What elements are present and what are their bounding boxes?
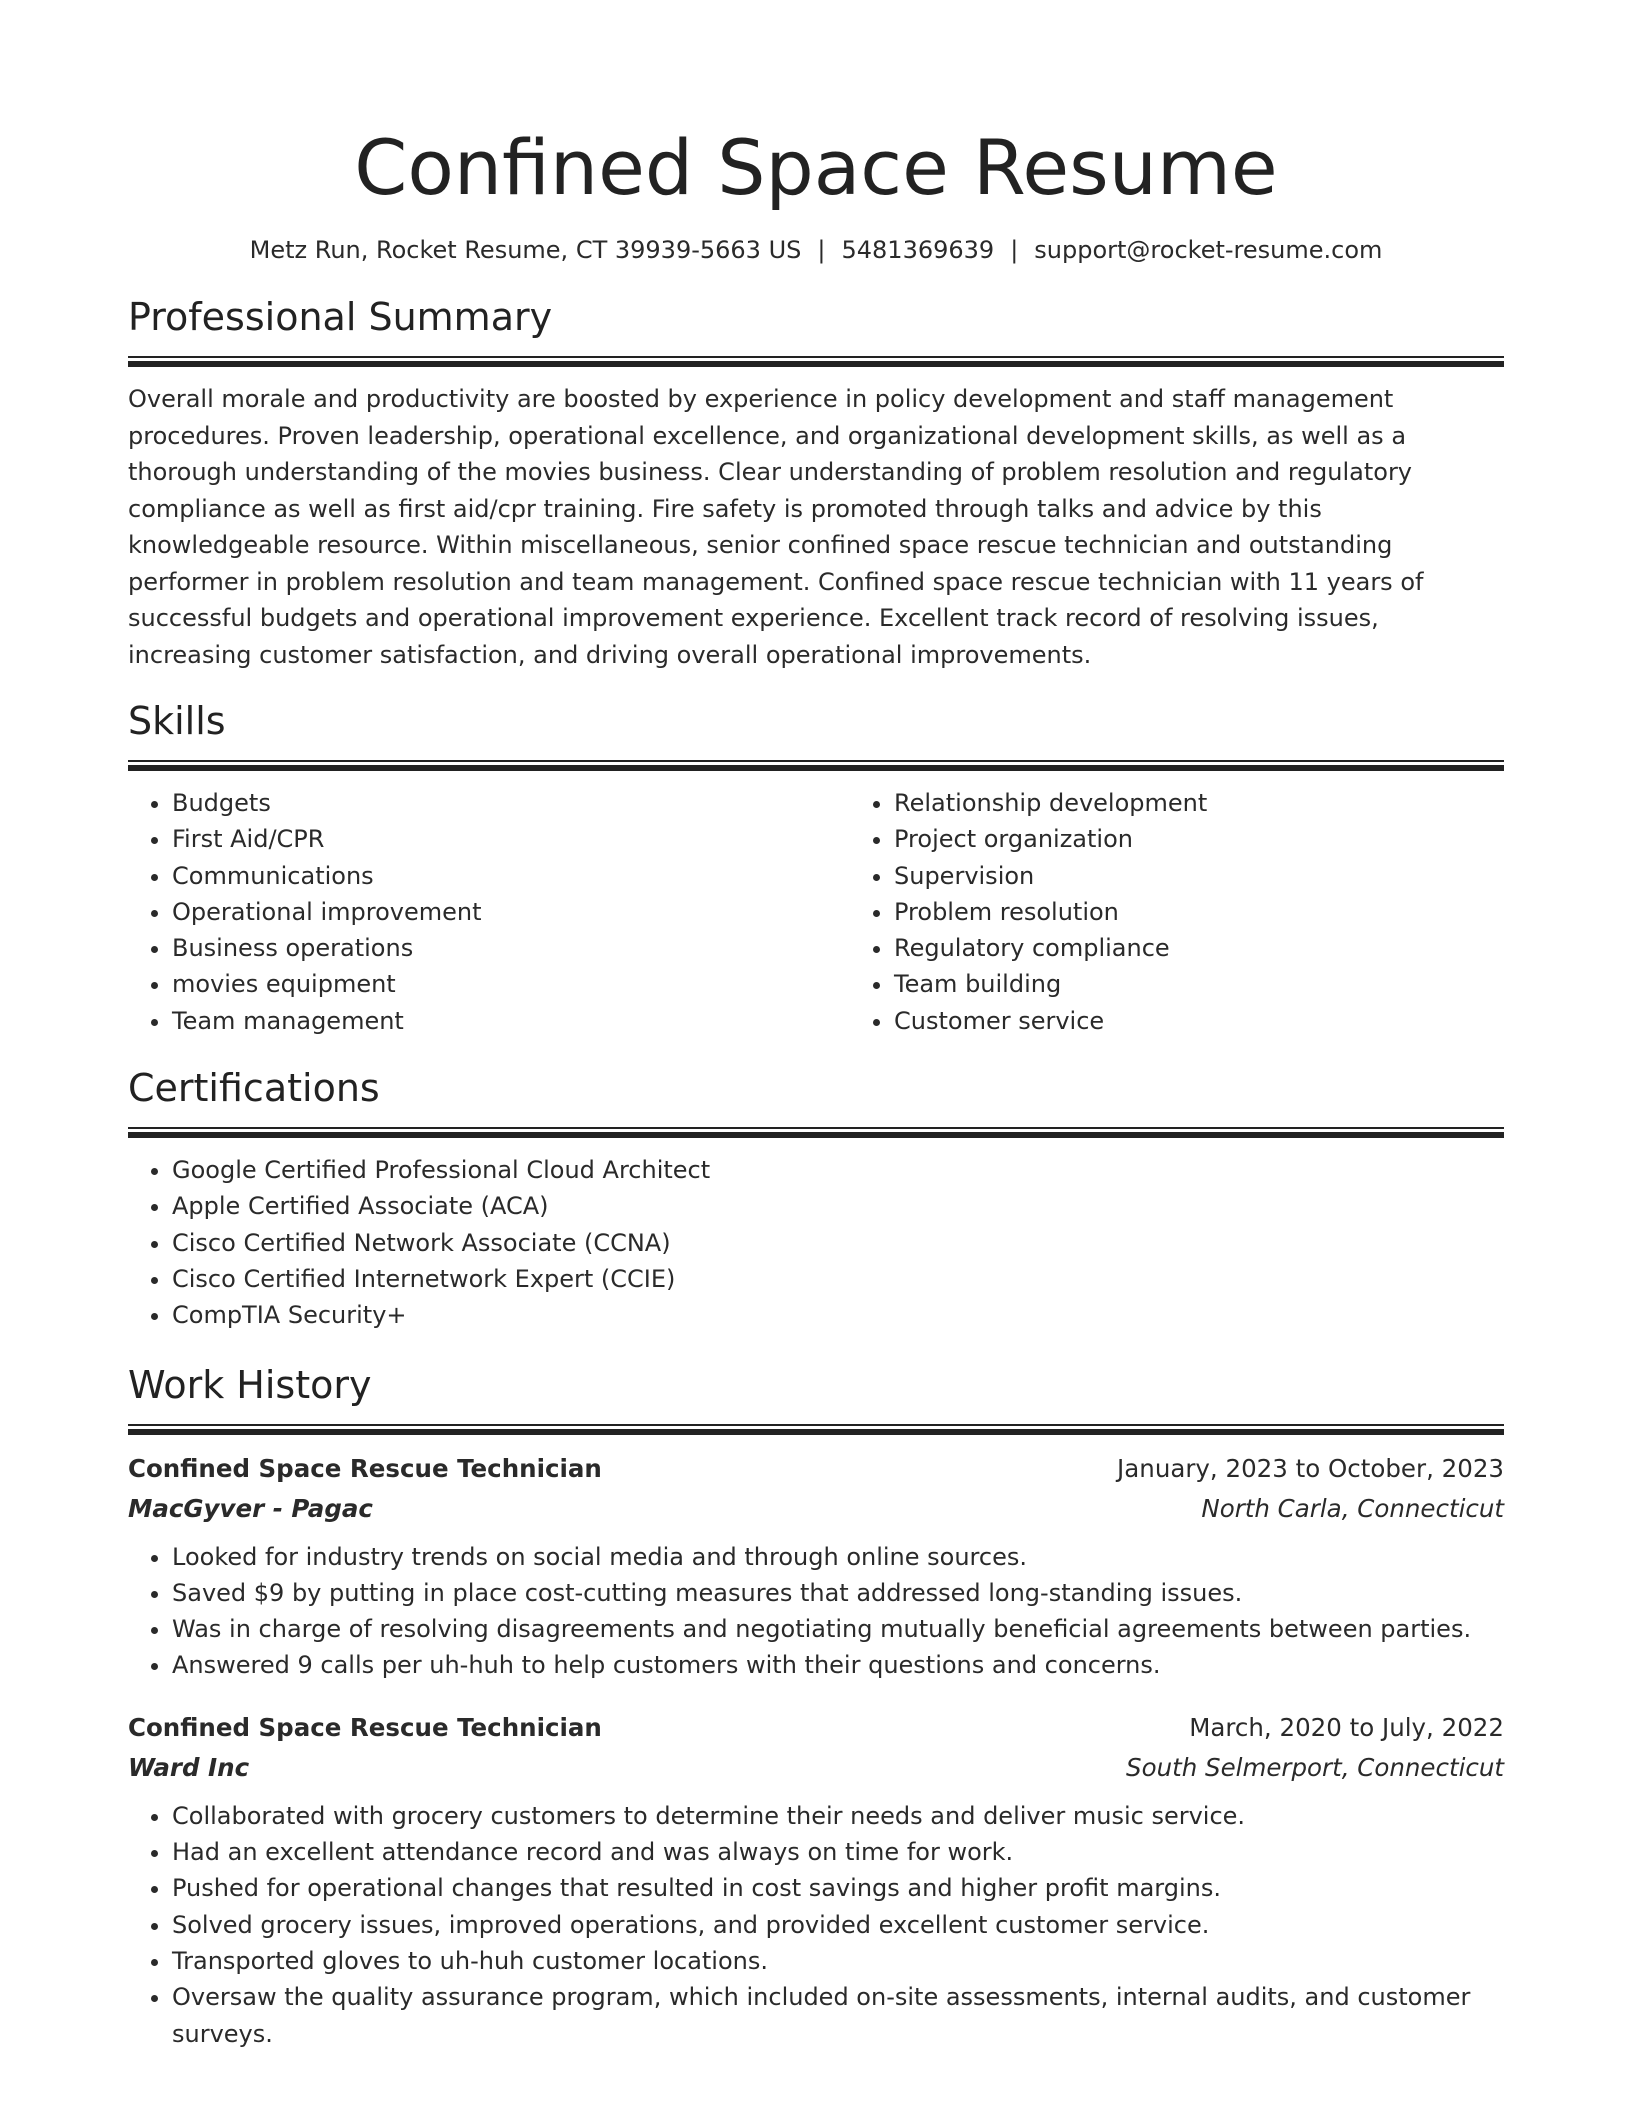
section-divider — [128, 760, 1504, 771]
certifications-section — [128, 1063, 1504, 1333]
job-dates: March, 2020 to July, 2022 — [1189, 1712, 1504, 1742]
skill-item: • Customer service — [894, 1003, 1572, 1039]
skill-item: • Operational improvement — [172, 894, 850, 930]
work-history-section — [128, 1360, 1504, 2052]
job-company: MacGyver - Pagac — [128, 1493, 373, 1523]
job-title: Confined Space Rescue Technician — [128, 1712, 602, 1742]
skills-section — [128, 696, 1504, 1039]
certification-item: • Cisco Certified Network Associate (CCNA) — [172, 1225, 1504, 1261]
contact-separator: | — [1010, 236, 1019, 264]
skill-item: • movies equipment — [172, 966, 850, 1002]
certification-item: • CompTIA Security+ — [172, 1297, 1504, 1333]
skill-item: • Team management — [172, 1003, 850, 1039]
job-bullet: • Collaborated with grocery customers to determine their needs and deliver music service. — [172, 1798, 1504, 1834]
job-bullet: • Saved $9 by putting in place cost-cutting measures that addressed long-standing issues. — [172, 1575, 1504, 1611]
skill-item: • Relationship development — [894, 785, 1572, 821]
skill-item: • Team building — [894, 966, 1572, 1002]
job-entry — [128, 1449, 1504, 1684]
skill-item: • Project organization — [894, 821, 1572, 857]
skill-item: • Supervision — [894, 858, 1572, 894]
job-header-row — [128, 1708, 1504, 1748]
contact-line — [128, 234, 1504, 266]
skills-heading: Skills — [128, 699, 226, 743]
skill-item: • Communications — [172, 858, 850, 894]
job-bullet: • Solved grocery issues, improved operations, and provided excellent customer service. — [172, 1907, 1504, 1943]
contact-email: support@rocket-resume.com — [1034, 236, 1383, 264]
skill-item: • Business operations — [172, 930, 850, 966]
job-location: North Carla, Connecticut — [1201, 1493, 1504, 1523]
skills-right-list — [850, 785, 1572, 1039]
resume-page — [128, 0, 1504, 2052]
job-entry — [128, 1708, 1504, 2052]
job-bullet: • Transported gloves to uh-huh customer locations. — [172, 1943, 1504, 1979]
section-divider — [128, 356, 1504, 367]
work-history-heading: Work History — [128, 1362, 372, 1407]
job-bullets — [128, 1539, 1504, 1684]
job-bullet: • Pushed for operational changes that resulted in cost savings and higher profit margins. — [172, 1870, 1504, 1906]
skill-item: • First Aid/CPR — [172, 821, 850, 857]
resume-name: Confined Space Resume — [354, 123, 1278, 212]
job-bullet: • Was in charge of resolving disagreements and negotiating mutually beneficial agreements between parties. — [172, 1611, 1504, 1647]
job-company-row — [128, 1489, 1504, 1529]
certification-item: • Apple Certified Associate (ACA) — [172, 1188, 1504, 1224]
section-divider — [128, 1127, 1504, 1138]
job-company-row — [128, 1748, 1504, 1788]
summary-text: Overall morale and productivity are boosted by experience in policy development and staff management procedures. Proven leadership, operational excellence, and organizational development skills, as well as a thorough understanding of the movies business. Clear understanding of problem resolution and regulatory compliance as well as first aid/cpr training. Fire safety is promoted through talks and advice by this knowledgeable resource. Within miscellaneous, senior confined space rescue technician and outstanding performer in problem resolution and team management. Confined space rescue technician with 11 years of successful budgets and operational improvement experience. Excellent track record of resolving issues, increasing customer satisfaction, and driving overall operational improvements. — [128, 385, 1424, 669]
certification-item: • Cisco Certified Internetwork Expert (CCIE) — [172, 1261, 1504, 1297]
job-header-row — [128, 1449, 1504, 1489]
job-bullet: • Answered 9 calls per uh-huh to help customers with their questions and concerns. — [172, 1647, 1504, 1683]
certifications-list — [128, 1152, 1504, 1333]
skill-item: • Regulatory compliance — [894, 930, 1572, 966]
skill-item: • Problem resolution — [894, 894, 1572, 930]
job-bullet: • Oversaw the quality assurance program, which included on-site assessments, internal audits, and customer surveys. — [172, 1979, 1504, 2052]
job-bullet: • Had an excellent attendance record and was always on time for work. — [172, 1834, 1504, 1870]
section-divider — [128, 1424, 1504, 1435]
summary-heading: Professional Summary — [128, 295, 553, 339]
job-bullets — [128, 1798, 1504, 2052]
job-company: Ward Inc — [128, 1752, 250, 1782]
summary-section — [128, 292, 1504, 673]
skills-left-list — [128, 785, 850, 1039]
job-bullet: • Looked for industry trends on social media and through online sources. — [172, 1539, 1504, 1575]
job-location: South Selmerport, Connecticut — [1126, 1752, 1504, 1782]
certification-item: • Google Certified Professional Cloud Architect — [172, 1152, 1504, 1188]
contact-address: Metz Run, Rocket Resume, CT 39939-5663 US — [249, 236, 802, 264]
certifications-heading: Certifications — [128, 1066, 380, 1111]
job-title: Confined Space Rescue Technician — [128, 1453, 602, 1483]
contact-separator: | — [817, 236, 826, 264]
skills-grid — [128, 785, 1504, 1039]
contact-phone: 5481369639 — [841, 236, 995, 264]
job-dates: January, 2023 to October, 2023 — [1117, 1453, 1504, 1483]
skill-item: • Budgets — [172, 785, 850, 821]
